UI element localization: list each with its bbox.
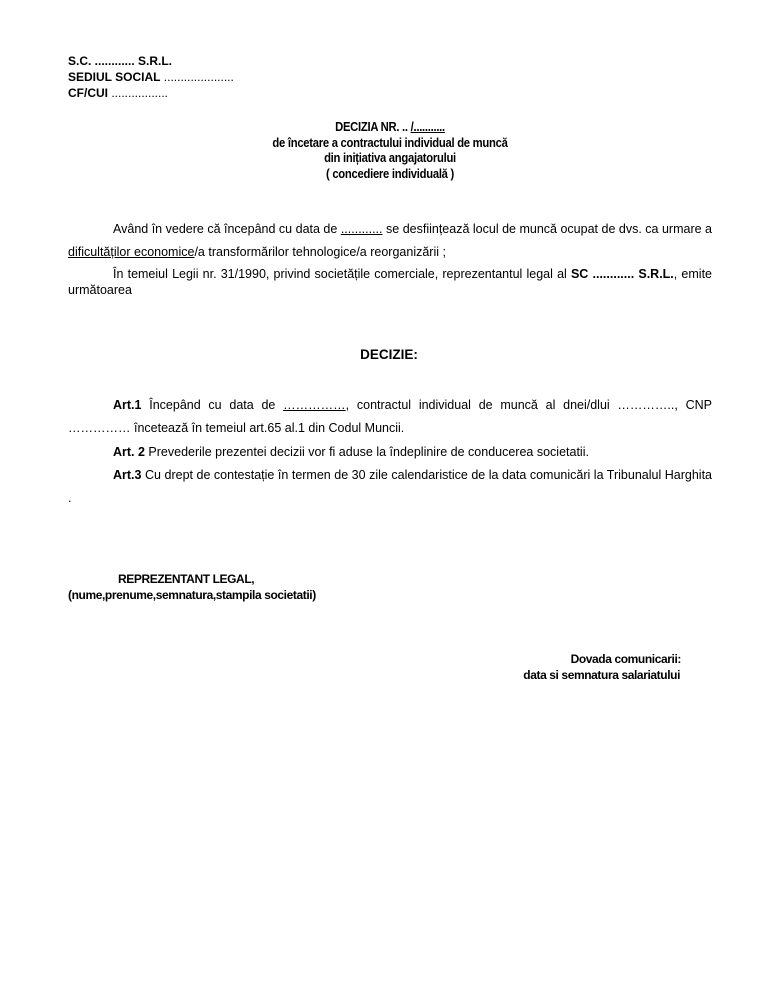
legal-representative-subtitle: (nume,prenume,semnatura,stampila societatii) (68, 588, 316, 602)
legal-representative-title: REPREZENTANT LEGAL, (118, 572, 255, 586)
title-line-4: ( concediere individuală ) (325, 166, 455, 181)
company-cui-line (68, 86, 168, 101)
company-seat-value: ..................... (160, 70, 234, 84)
intro-reason-underlined: dificultăților economice (68, 245, 195, 259)
article-2-label: Art. 2 (113, 445, 145, 459)
article-3-label: Art.3 (113, 468, 142, 482)
proof-of-communication-title: Dovada comunicarii: (570, 652, 681, 666)
title-line-1: DECIZIA NR. .. /........... (335, 120, 445, 134)
company-cui-label: CF/CUI (68, 86, 108, 100)
decision-number: /........... (410, 120, 445, 134)
article-1: Art.1 Începând cu data de ……………, contractul individual de muncă al dnei/dlui ………….., CNP …………… încetează în temeiul art.65 al.1 din Codul Muncii. (68, 398, 713, 435)
article-2: Art. 2 Prevederile prezentei decizii vor fi aduse la îndeplinire de conducerea societatii. (113, 445, 589, 459)
company-seat-line (68, 70, 234, 85)
intro-paragraph-2: În temeiul Legii nr. 31/1990, privind societățile comerciale, reprezentantul legal al SC ............ S.R.L., emite următoarea (68, 267, 712, 297)
company-seat-label: SEDIUL SOCIAL (68, 70, 161, 84)
decision-heading: DECIZIE: (360, 347, 418, 362)
article-3: Art.3 Cu drept de contestație în termen de 30 zile calendaristice de la data comunicări la Tribunalul Harghita . (68, 468, 712, 505)
document-title (39, 120, 741, 182)
company-cui-value: ................. (108, 86, 169, 100)
intro-company-name: SC ............ S.R.L. (570, 267, 674, 281)
title-line-2: de încetare a contractului individual de muncă (272, 135, 508, 150)
article-1-label: Art.1 (113, 398, 142, 412)
company-name: S.C. ............ S.R.L. (68, 54, 173, 68)
article-1-date-blank: …………… (283, 398, 346, 412)
intro-date-blank: ............ (340, 222, 383, 236)
company-name-line (68, 54, 172, 69)
proof-of-communication-subtitle: data si semnatura salariatului (523, 668, 680, 682)
title-line-3: din inițiativa angajatorului (324, 151, 456, 165)
intro-paragraph-1: Având în vedere că începând cu data de ............ se desființează locul de muncă ocupat de dvs. ca urmare a dificultăților economice/a transformărilor tehnologice/a reorganizării ; (68, 222, 713, 259)
